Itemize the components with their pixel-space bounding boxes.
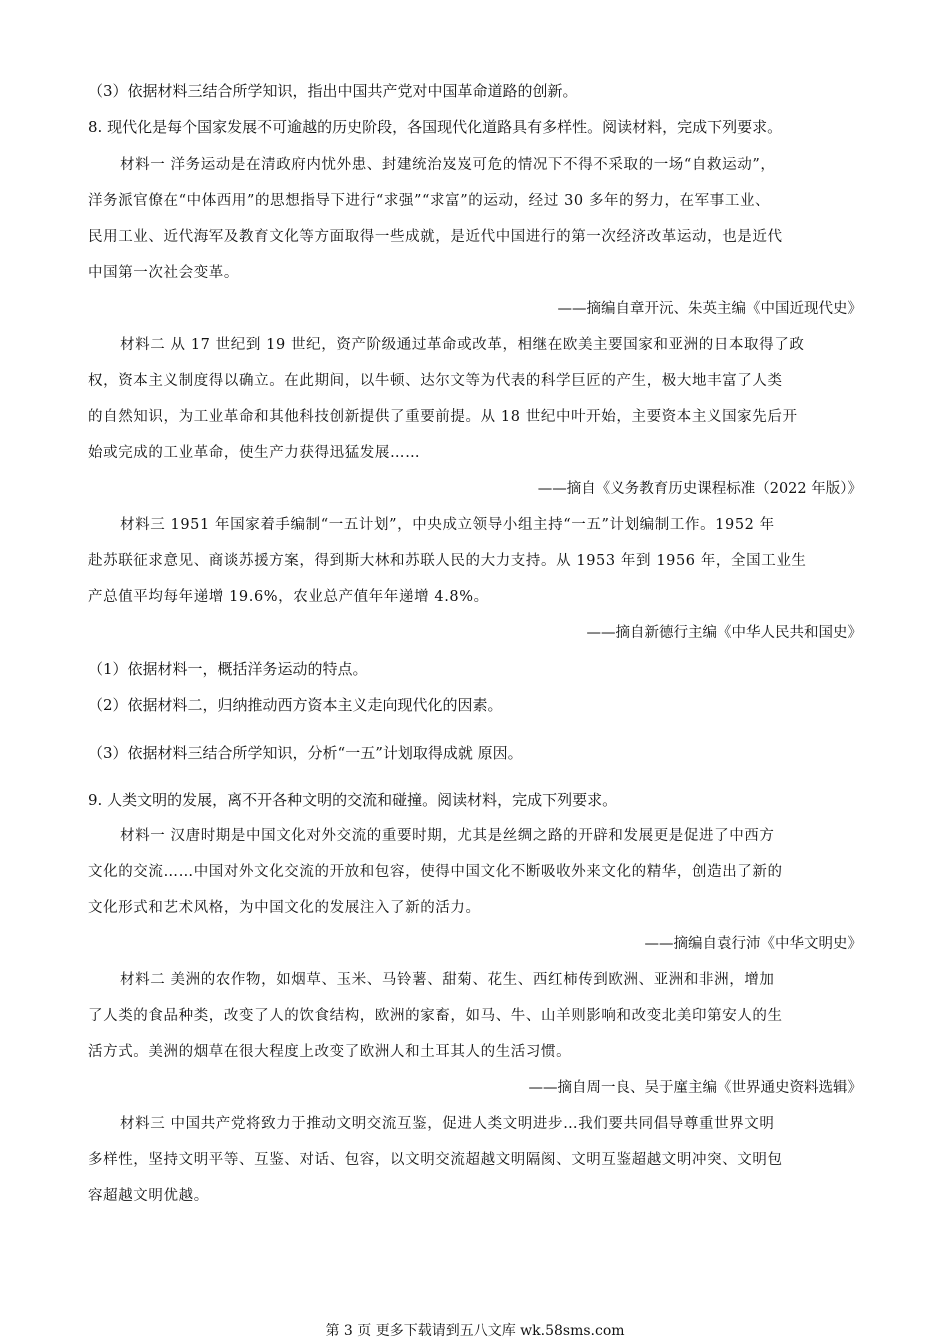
q8-material2-source: ——摘自《义务教育历史课程标准（2022 年版）》 bbox=[537, 481, 862, 497]
q9-material2-source: ——摘自周一良、吴于廑主编《世界通史资料选辑》 bbox=[528, 1080, 862, 1096]
q8-material1-line4: 中国第一次社会变革。 bbox=[88, 265, 239, 281]
q8-material2-line3: 的自然知识，为工业革命和其他科技创新提供了重要前提。从 18 世纪中叶开始，主要资本主义国家先后开 bbox=[88, 409, 798, 425]
q9-material1-source: ——摘编自袁行沛《中华文明史》 bbox=[644, 936, 862, 952]
q8-stem: 8. 现代化是每个国家发展不可逾越的历史阶段，各国现代化道路具有多样性。阅读材料，完成下列要求。 bbox=[88, 118, 783, 136]
q8-material1-line2: 洋务派官僚在“中体西用”的思想指导下进行“求强”“求富”的运动，经过 30 多年的努力，在军事工业、 bbox=[88, 193, 771, 209]
q9-material2-line2: 了人类的食品种类，改变了人的饮食结构，欧洲的家畜，如马、牛、山羊则影响和改变北美印第安人的生 bbox=[88, 1008, 783, 1024]
q9-material2-line1: 材料二 美洲的农作物，如烟草、玉米、马铃薯、甜菊、花生、西红柿传到欧洲、亚洲和非洲，增加 bbox=[120, 972, 775, 988]
q8-material3-line1: 材料三 1951 年国家着手编制“一五计划”，中央成立领导小组主持“一五”计划编制工作。1952 年 bbox=[120, 517, 775, 533]
q8-material2-line1: 材料二 从 17 世纪到 19 世纪，资产阶级通过革命或改革，相继在欧美主要国家和亚洲的日本取得了政 bbox=[120, 337, 805, 353]
q9-material3-line2: 多样性，坚持文明平等、互鉴、对话、包容，以文明交流超越文明隔阂、文明互鉴超越文明冲突、文明包 bbox=[88, 1152, 783, 1168]
q7-part3: （3）依据材料三结合所学知识，指出中国共产党对中国革命道路的创新。 bbox=[88, 82, 578, 100]
q8-part3: （3）依据材料三结合所学知识，分析“一五”计划取得成就 原因。 bbox=[88, 744, 523, 762]
q8-material3-line3: 产总值平均每年递增 19.6%，农业总产值年年递增 4.8%。 bbox=[88, 589, 489, 605]
q8-material3-source: ——摘自新德行主编《中华人民共和国史》 bbox=[586, 625, 862, 641]
q9-material1-line1: 材料一 汉唐时期是中国文化对外交流的重要时期，尤其是丝绸之路的开辟和发展更是促进了中西方 bbox=[120, 828, 775, 844]
q8-material1-source: ——摘编自章开沅、朱英主编《中国近现代史》 bbox=[557, 301, 862, 317]
q9-material1-line2: 文化的交流……中国对外文化交流的开放和包容，使得中国文化不断吸收外来文化的精华，创造出了新的 bbox=[88, 864, 783, 880]
q8-part2: （2）依据材料二，归纳推动西方资本主义走向现代化的因素。 bbox=[88, 696, 503, 714]
page-footer: 第 3 页 更多下载请到五八文库 wk.58sms.com bbox=[325, 1323, 625, 1339]
q8-material2-line4: 始或完成的工业革命，使生产力获得迅猛发展…… bbox=[88, 445, 421, 461]
q8-material3-line2: 赴苏联征求意见、商谈苏援方案，得到斯大林和苏联人民的大力支持。从 1953 年到 1956 年，全国工业生 bbox=[88, 553, 807, 569]
q8-part1: （1）依据材料一，概括洋务运动的特点。 bbox=[88, 660, 368, 678]
q9-stem: 9. 人类文明的发展，离不开各种文明的交流和碰撞。阅读材料，完成下列要求。 bbox=[88, 791, 618, 809]
q9-material1-line3: 文化形式和艺术风格，为中国文化的发展注入了新的活力。 bbox=[88, 900, 481, 916]
q8-material2-line2: 权，资本主义制度得以确立。在此期间，以牛顿、达尔文等为代表的科学巨匠的产生，极大地丰富了人类 bbox=[88, 373, 783, 389]
q9-material3-line1: 材料三 中国共产党将致力于推动文明交流互鉴，促进人类文明进步…我们要共同倡导尊重世界文明 bbox=[120, 1116, 775, 1132]
q8-material1-line1: 材料一 洋务运动是在清政府内忧外患、封建统治岌岌可危的情况下不得不采取的一场“自救运动”， bbox=[120, 157, 776, 173]
q9-material2-line3: 活方式。美洲的烟草在很大程度上改变了欧洲人和土耳其人的生活习惯。 bbox=[88, 1044, 572, 1060]
q9-material3-line3: 容超越文明优越。 bbox=[88, 1188, 209, 1204]
q8-material1-line3: 民用工业、近代海军及教育文化等方面取得一些成就，是近代中国进行的第一次经济改革运动，也是近代 bbox=[88, 229, 783, 245]
